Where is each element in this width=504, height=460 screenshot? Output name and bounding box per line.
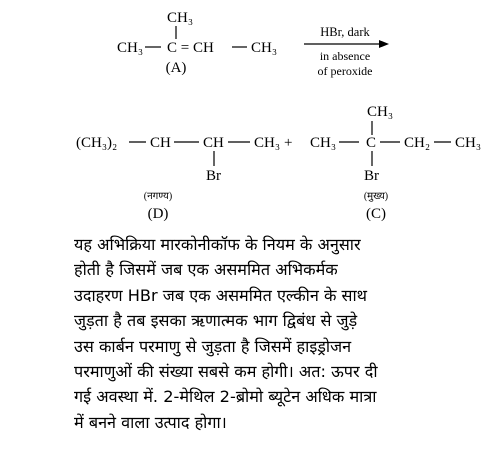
product-d-note: (नगण्य) — [143, 191, 173, 202]
paragraph-line: यह अभिक्रिया मारकोनीकॉफ के नियम के अनुसार — [74, 235, 361, 254]
paragraph-line: होती है जिसमें जब एक असममित अभिकर्मक — [74, 260, 338, 280]
product-d-dimethyl: (CH₃)₂ — [76, 135, 118, 151]
reactant-a-label: (A) — [165, 60, 187, 76]
product-d-ch-2: CH — [203, 135, 224, 151]
arrow-reagent-label: HBr, dark — [320, 25, 370, 39]
product-d-label: (D) — [147, 206, 169, 222]
reactant-a-branch-methyl: CH₃ — [167, 10, 194, 26]
product-c-bromine: Br — [364, 168, 379, 184]
explanation-paragraph — [74, 232, 494, 435]
product-d-bromine: Br — [206, 168, 221, 184]
product-c-right-methyl: CH₃ — [455, 135, 482, 151]
reaction-1 — [117, 10, 389, 78]
product-c-left-methyl: CH₃ — [310, 135, 337, 151]
paragraph-line: में बनने वाला उत्पाद होगा। — [74, 412, 227, 432]
reactant-a-right-methyl: CH₃ — [251, 40, 278, 56]
paragraph-line: गई अवस्था में. 2-मेथिल 2-ब्रोमो ब्यूटेन अधिक मात्रा — [74, 387, 377, 407]
product-c-methylene: CH₂ — [404, 135, 431, 151]
paragraph-line: जुड़ता है तब इसका ऋणात्मक भाग द्विबंध से जुड़े — [74, 311, 358, 331]
arrow-condition-line-1: in absence — [319, 49, 371, 63]
plus-sign: + — [284, 135, 293, 151]
reaction-arrow-head — [379, 40, 389, 48]
product-d-ch-1: CH — [150, 135, 171, 151]
reactant-a-left-methyl: CH₃ — [117, 40, 144, 56]
paragraph-line: उस कार्बन परमाणु से जुड़ता है जिसमें हाइड्रोजन — [74, 336, 352, 356]
reaction-2-products — [76, 104, 481, 222]
arrow-condition-line-2: of peroxide — [317, 64, 373, 78]
product-d-right-methyl: CH₃ — [254, 135, 281, 151]
paragraph-line: परमाणुओं की संख्या सबसे कम होगी। अत: ऊपर दी — [74, 362, 378, 382]
reactant-a-alkene-core: C = CH — [167, 40, 214, 56]
product-c-note: (मुख्य) — [363, 191, 389, 202]
paragraph-line: उदाहरण HBr जब एक असममित एल्कीन के साथ — [74, 285, 368, 305]
product-c-top-methyl: CH₃ — [367, 104, 394, 120]
product-c-quaternary-carbon: C — [366, 135, 377, 151]
product-c-label: (C) — [366, 206, 386, 222]
